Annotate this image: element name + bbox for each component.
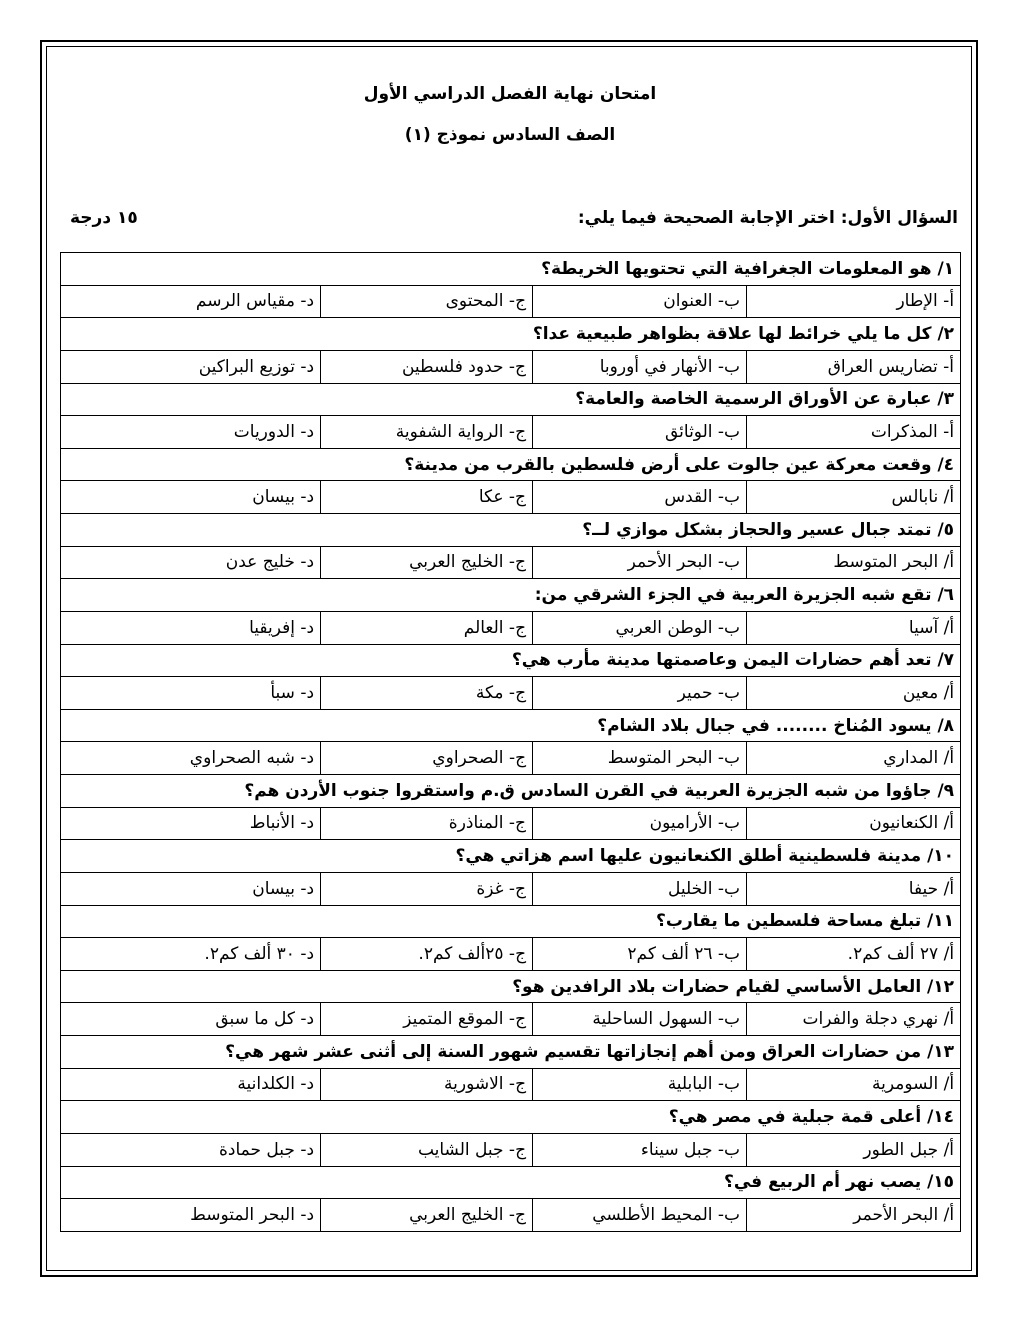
option-c[interactable]: ج- ٢٥ألف كم٢.: [321, 938, 533, 971]
question-row: [61, 383, 961, 416]
option-c[interactable]: ج- الموقع المتميز: [321, 1003, 533, 1036]
question-row: [61, 644, 961, 677]
option-c[interactable]: ج- حدود فلسطين: [321, 350, 533, 383]
options-row: [61, 416, 961, 449]
option-c[interactable]: ج- عكا: [321, 481, 533, 514]
option-d[interactable]: د- الأنباط: [61, 807, 321, 840]
options-row: [61, 1133, 961, 1166]
options-row: [61, 807, 961, 840]
option-c[interactable]: ج- الخليج العربي: [321, 546, 533, 579]
option-d[interactable]: د- سبأ: [61, 677, 321, 710]
question-text: ٨/ يسود المُناخ ........ في جبال بلاد الشام؟: [61, 709, 961, 742]
option-b[interactable]: ب- البحر المتوسط: [533, 742, 747, 775]
option-b[interactable]: ب- القدس: [533, 481, 747, 514]
options-row: [61, 285, 961, 318]
question-text: ٣/ عبارة عن الأوراق الرسمية الخاصة والعامة؟: [61, 383, 961, 416]
question-row: [61, 579, 961, 612]
option-a[interactable]: أ/ ٢٧ ألف كم٢.: [747, 938, 961, 971]
question-text: ٦/ تقع شبه الجزيرة العربية في الجزء الشرقي من:: [61, 579, 961, 612]
option-b[interactable]: ب- الوطن العربي: [533, 611, 747, 644]
option-a[interactable]: أ/ البحر المتوسط: [747, 546, 961, 579]
option-d[interactable]: د- إفريقيا: [61, 611, 321, 644]
options-row: [61, 677, 961, 710]
question-text: ١/ هو المعلومات الجغرافية التي تحتويها الخريطة؟: [61, 253, 961, 286]
option-c[interactable]: ج- الرواية الشفوية: [321, 416, 533, 449]
option-a[interactable]: أ/ جبل الطور: [747, 1133, 961, 1166]
option-b[interactable]: ب- ٢٦ ألف كم٢: [533, 938, 747, 971]
option-c[interactable]: ج- جبل الشايب: [321, 1133, 533, 1166]
option-d[interactable]: د- بيسان: [61, 872, 321, 905]
option-a[interactable]: أ/ المداري: [747, 742, 961, 775]
option-d[interactable]: د- كل ما سبق: [61, 1003, 321, 1036]
question-text: ٧/ تعد أهم حضارات اليمن وعاصمتها مدينة مأرب هي؟: [61, 644, 961, 677]
option-a[interactable]: أ/ حيفا: [747, 872, 961, 905]
option-c[interactable]: ج- غزة: [321, 872, 533, 905]
option-d[interactable]: د- البحر المتوسط: [61, 1199, 321, 1232]
question-row: [61, 253, 961, 286]
option-c[interactable]: ج- المناذرة: [321, 807, 533, 840]
options-row: [61, 481, 961, 514]
question-text: ١٤/ أعلى قمة جبلية في مصر هي؟: [61, 1101, 961, 1134]
question-row: [61, 775, 961, 808]
option-a[interactable]: أ/ نهري دجلة والفرات: [747, 1003, 961, 1036]
question-row: [61, 1101, 961, 1134]
option-d[interactable]: د- ٣٠ ألف كم٢.: [61, 938, 321, 971]
options-row: [61, 742, 961, 775]
option-b[interactable]: ب- الوثائق: [533, 416, 747, 449]
option-c[interactable]: ج- المحتوى: [321, 285, 533, 318]
question-row: [61, 514, 961, 547]
option-d[interactable]: د- الكلدانية: [61, 1068, 321, 1101]
question-row: [61, 709, 961, 742]
option-b[interactable]: ب- الأنهار في أوروبا: [533, 350, 747, 383]
option-b[interactable]: ب- الأراميون: [533, 807, 747, 840]
question-instruction: السؤال الأول: اختر الإجابة الصحيحة فيما يلي:: [577, 208, 958, 228]
question-row: [61, 1166, 961, 1199]
question-row: [61, 905, 961, 938]
option-a[interactable]: أ- المذكرات: [747, 416, 961, 449]
question-text: ٤/ وقعت معركة عين جالوت على أرض فلسطين بالقرب من مدينة؟: [61, 448, 961, 481]
option-a[interactable]: أ/ آسيا: [747, 611, 961, 644]
option-c[interactable]: ج- مكة: [321, 677, 533, 710]
option-a[interactable]: أ- الإطار: [747, 285, 961, 318]
option-a[interactable]: أ- تضاريس العراق: [747, 350, 961, 383]
option-b[interactable]: ب- الخليل: [533, 872, 747, 905]
option-a[interactable]: أ/ معين: [747, 677, 961, 710]
question-text: ١٢/ العامل الأساسي لقيام حضارات بلاد الرافدين هو؟: [61, 970, 961, 1003]
question-text: ٢/ كل ما يلي خرائط لها علاقة بظواهر طبيعية عدا؟: [61, 318, 961, 351]
question-text: ١٠/ مدينة فلسطينية أطلق الكنعانيون عليها اسم هزاتي هي؟: [61, 840, 961, 873]
option-d[interactable]: د- بيسان: [61, 481, 321, 514]
option-d[interactable]: د- الدوريات: [61, 416, 321, 449]
options-row: [61, 938, 961, 971]
question-text: ١٥/ يصب نهر أم الربيع في؟: [61, 1166, 961, 1199]
question-row: [61, 1036, 961, 1069]
option-a[interactable]: أ/ البحر الأحمر: [747, 1199, 961, 1232]
exam-subtitle: الصف السادس نموذج (١): [404, 125, 616, 145]
options-row: [61, 872, 961, 905]
option-b[interactable]: ب- المحيط الأطلسي: [533, 1199, 747, 1232]
option-b[interactable]: ب- حمير: [533, 677, 747, 710]
option-d[interactable]: د- جبل حمادة: [61, 1133, 321, 1166]
options-row: [61, 546, 961, 579]
question-row: [61, 970, 961, 1003]
marks-label: ١٥ درجة: [70, 208, 138, 228]
question-text: ٩/ جاؤوا من شبه الجزيرة العربية في القرن السادس ق.م واستقروا جنوب الأردن هم؟: [61, 775, 961, 808]
options-row: [61, 611, 961, 644]
option-b[interactable]: ب- البابلية: [533, 1068, 747, 1101]
option-c[interactable]: ج- العالم: [321, 611, 533, 644]
question-row: [61, 318, 961, 351]
question-text: ١٣/ من حضارات العراق ومن أهم إنجازاتها تقسيم شهور السنة إلى أثنى عشر شهر هي؟: [61, 1036, 961, 1069]
option-d[interactable]: د- توزيع البراكين: [61, 350, 321, 383]
option-d[interactable]: د- خليج عدن: [61, 546, 321, 579]
questions-table: [60, 252, 961, 1232]
exam-title: امتحان نهاية الفصل الدراسي الأول: [363, 84, 657, 104]
option-d[interactable]: د- شبه الصحراوي: [61, 742, 321, 775]
option-b[interactable]: ب- السهول الساحلية: [533, 1003, 747, 1036]
question-row: [61, 840, 961, 873]
option-c[interactable]: ج- الصحراوي: [321, 742, 533, 775]
option-b[interactable]: ب- العنوان: [533, 285, 747, 318]
options-row: [61, 1003, 961, 1036]
option-a[interactable]: أ/ نابالس: [747, 481, 961, 514]
question-text: ١١/ تبلغ مساحة فلسطين ما يقارب؟: [61, 905, 961, 938]
option-d[interactable]: د- مقياس الرسم: [61, 285, 321, 318]
question-row: [61, 448, 961, 481]
options-row: [61, 350, 961, 383]
option-c[interactable]: ج- الاشورية: [321, 1068, 533, 1101]
option-b[interactable]: ب- جبل سيناء: [533, 1133, 747, 1166]
option-b[interactable]: ب- البحر الأحمر: [533, 546, 747, 579]
options-row: [61, 1199, 961, 1232]
option-c[interactable]: ج- الخليج العربي: [321, 1199, 533, 1232]
option-a[interactable]: أ/ الكنعانيون: [747, 807, 961, 840]
options-row: [61, 1068, 961, 1101]
option-a[interactable]: أ/ السومرية: [747, 1068, 961, 1101]
question-text: ٥/ تمتد جبال عسير والحجاز بشكل موازي لــ؟: [61, 514, 961, 547]
